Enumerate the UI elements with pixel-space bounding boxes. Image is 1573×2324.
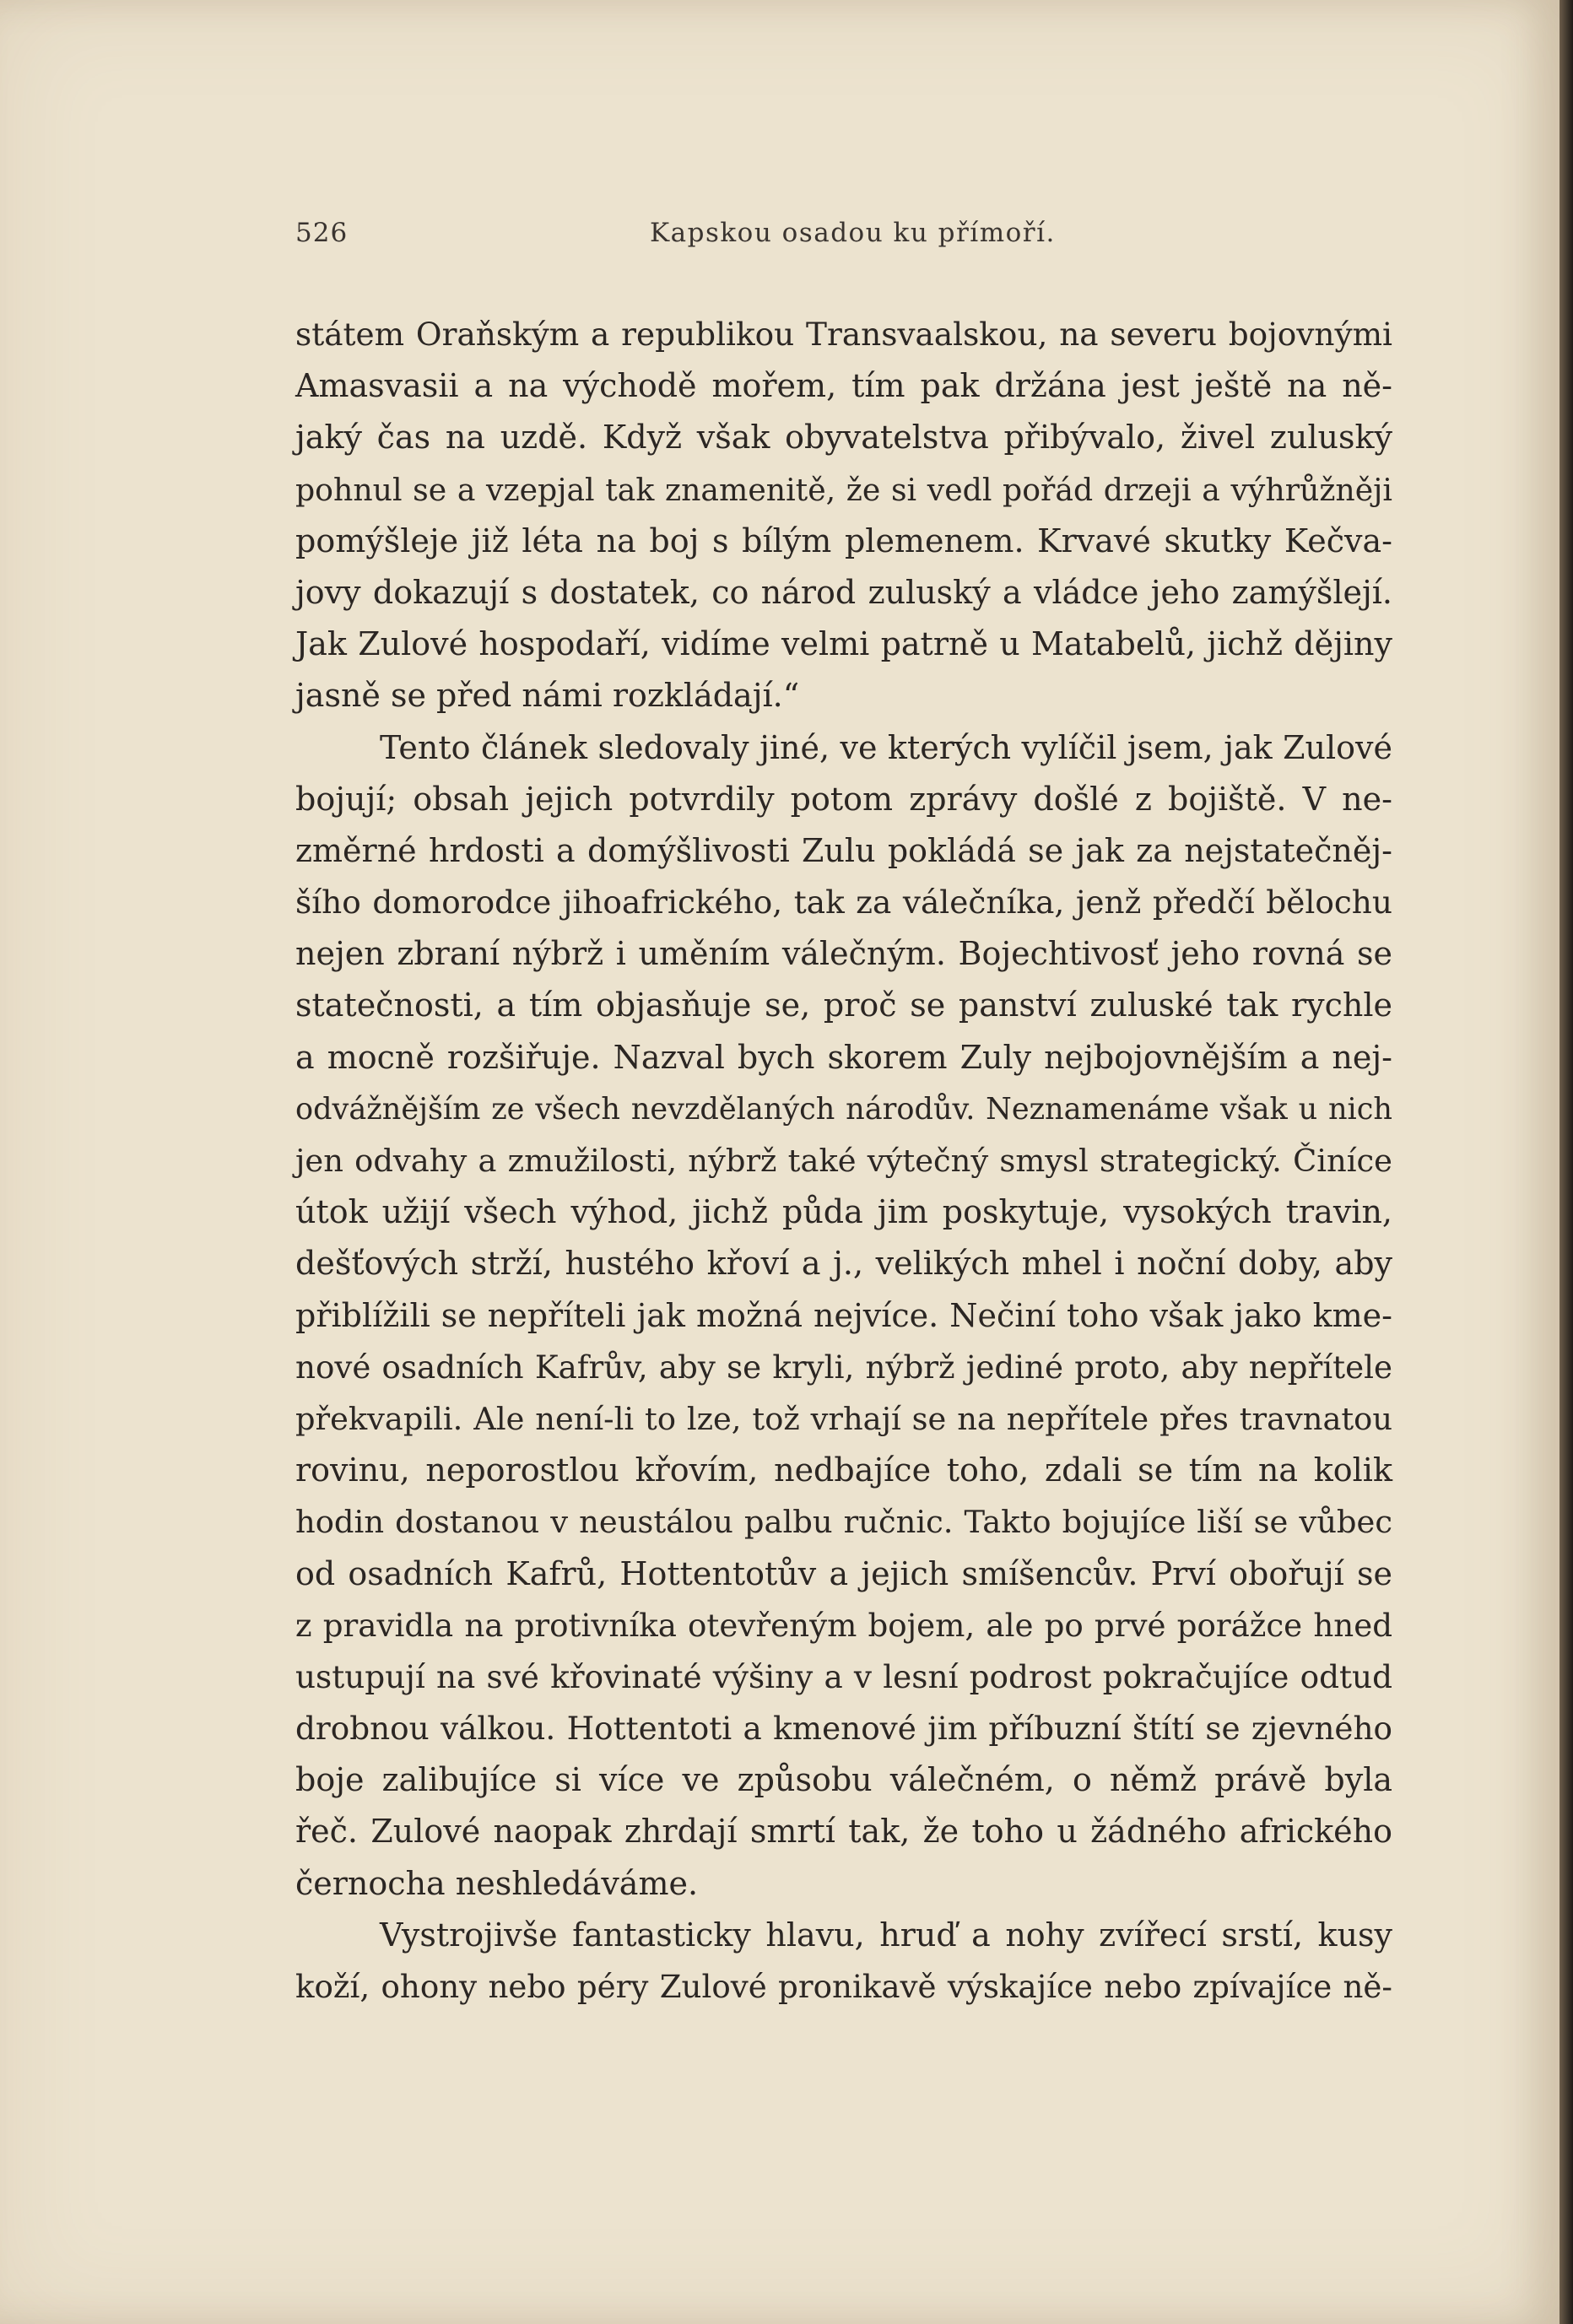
text-line: Amasvasii a na východě mořem, tím pak držána jest ještě na ně- — [295, 367, 1392, 405]
text-line: jen odvahy a zmužilosti, nýbrž také výtečný smysl strategický. Činíce — [295, 1143, 1392, 1179]
page-edge-shadow — [1559, 0, 1573, 2324]
text-line: bojují; obsah jejich potvrdily potom zprávy došlé z bojiště. V ne- — [295, 780, 1392, 818]
paragraph-2 — [295, 722, 1392, 1910]
text-line: koží, ohony nebo péry Zulové pronikavě výskajíce nebo zpívajíce ně- — [295, 1968, 1392, 2005]
text-line: Tento článek sledovaly jiné, ve kterých vylíčil jsem, jak Zulové — [380, 728, 1392, 766]
text-line: přiblížili se nepříteli jak možná nejvíce. Nečiní toho však jako kme- — [295, 1296, 1392, 1334]
text-line: statečnosti, a tím objasňuje se, proč se panství zuluské tak rychle — [295, 986, 1392, 1024]
text-line: drobnou válkou. Hottentoti a kmenové jim příbuzní štítí se zjevného — [295, 1710, 1392, 1748]
text-line: Vystrojivše fantasticky hlavu, hruď a nohy zvířecí srstí, kusy — [380, 1916, 1392, 1954]
text-line: útok užijí všech výhod, jichž půda jim poskytuje, vysokých travin, — [295, 1193, 1392, 1231]
running-title: Kapskou osadou ku přímoří. — [650, 218, 1056, 248]
text-line: pomýšleje již léta na boj s bílým plemenem. Krvavé skutky Kečva- — [295, 522, 1392, 559]
paragraph-3 — [295, 1910, 1392, 2013]
body-text — [295, 309, 1392, 2013]
page-number: 526 — [295, 218, 349, 248]
text-line: nové osadních Kafrův, aby se kryli, nýbrž jediné proto, aby nepřítele — [295, 1348, 1392, 1386]
text-line: dešťových strží, hustého křoví a j., velikých mhel i noční doby, aby — [295, 1245, 1392, 1283]
text-line: z pravidla na protivníka otevřeným bojem, ale po prvé porážce hned — [295, 1606, 1392, 1644]
text-line: pohnul se a vzepjal tak znamenitě, že si vedl pořád drzeji a výhrůžněji — [295, 471, 1392, 508]
text-line: změrné hrdosti a domýšlivosti Zulu pokládá se jak za nejstatečněj- — [295, 831, 1392, 869]
text-line: jasně se před námi rozkládají.“ — [295, 677, 800, 715]
text-line: nejen zbraní nýbrž i uměním válečným. Bojechtivosť jeho rovná se — [295, 935, 1392, 973]
text-line: Jak Zulové hospodaří, vidíme velmi patrně u Matabelů, jichž dějiny — [295, 625, 1392, 663]
paragraph-1 — [295, 309, 1392, 722]
text-line: černocha neshledáváme. — [295, 1864, 699, 1902]
text-line: řeč. Zulové naopak zhrdají smrtí tak, že toho u žádného afrického — [295, 1813, 1392, 1851]
text-line: rovinu, neporostlou křovím, nedbajíce toho, zdali se tím na kolik — [295, 1451, 1392, 1489]
text-line: šího domorodce jihoafrického, tak za válečníka, jenž předčí bělochu — [295, 884, 1392, 921]
text-line: překvapili. Ale není-li to lze, tož vrhají se na nepřítele přes travnatou — [295, 1400, 1392, 1437]
text-line: státem Oraňským a republikou Transvaalskou, na severu bojovnými — [295, 316, 1392, 353]
running-header — [295, 218, 1392, 258]
text-line: hodin dostanou v neustálou palbu ručnic. Takto bojujíce liší se vůbec — [295, 1504, 1392, 1541]
text-line: od osadních Kafrů, Hottentotův a jejich smíšencův. Prví obořují se — [295, 1554, 1392, 1592]
text-line: a mocně rozšiřuje. Nazval bych skorem Zuly nejbojovnějším a nej- — [295, 1038, 1392, 1076]
text-line: boje zalibujíce si více ve způsobu válečném, o němž právě byla — [295, 1761, 1392, 1799]
text-line: jaký čas na uzdě. Když však obyvatelstva přibývalo, živel zuluský — [295, 419, 1392, 457]
text-line: ustupují na své křovinaté výšiny a v lesní podrost pokračujíce odtud — [295, 1657, 1392, 1695]
text-line: jovy dokazují s dostatek, co národ zuluský a vládce jeho zamýšlejí. — [295, 573, 1392, 611]
text-line: odvážnějším ze všech nevzdělaných národův. Neznamenáme však u nich — [295, 1091, 1392, 1127]
